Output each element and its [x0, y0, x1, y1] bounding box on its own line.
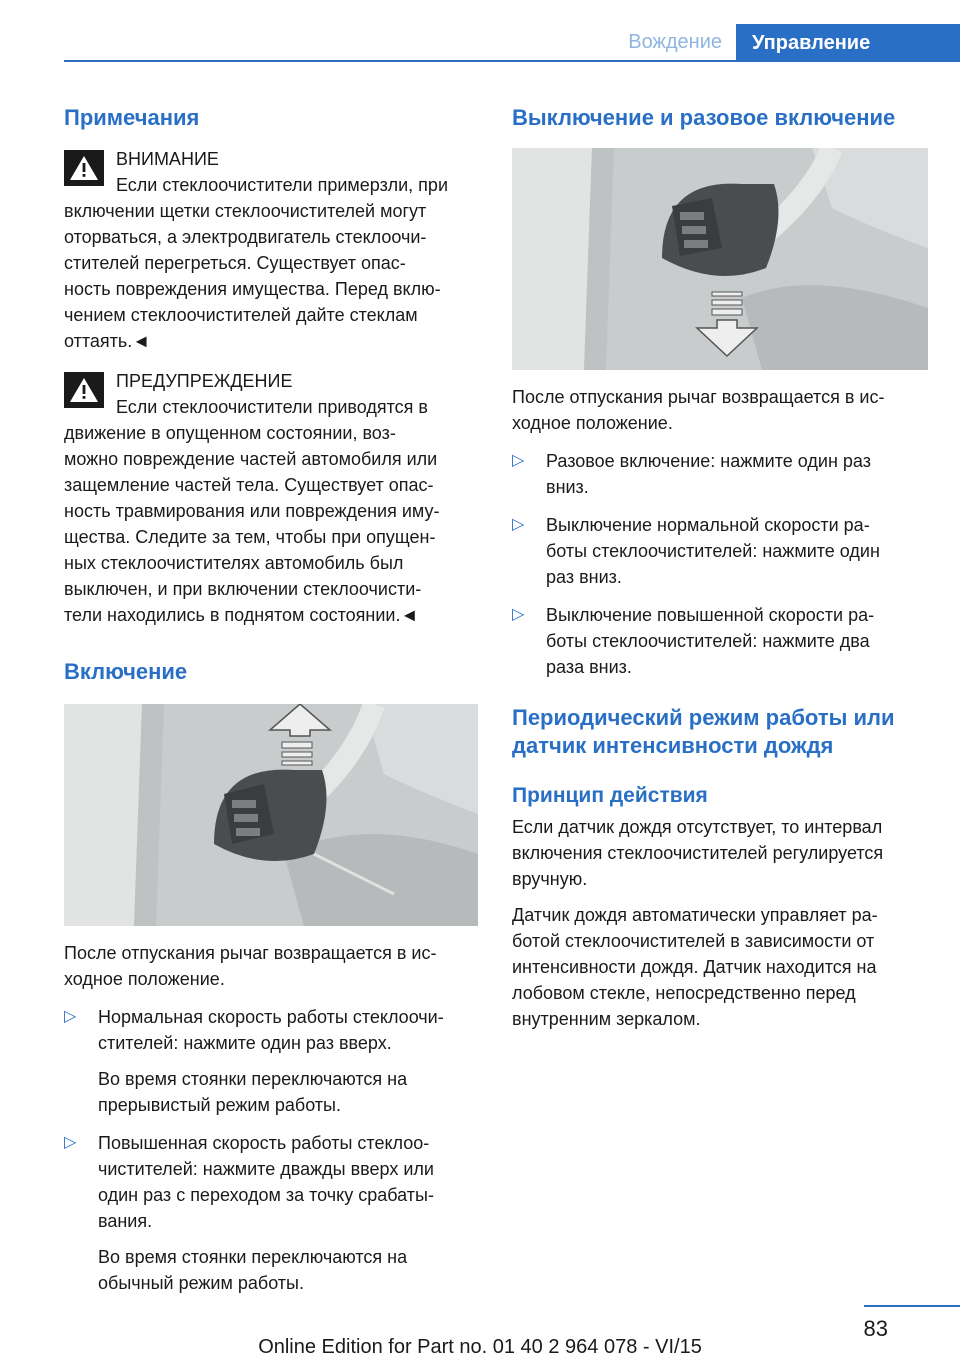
triangle-right-outline-icon: ▷: [64, 1134, 77, 1151]
list-item-line: Разовое включение: нажмите один раз: [546, 451, 871, 471]
list-item-note-line: Во время стоянки переключаются на: [98, 1247, 408, 1267]
header-rule: [64, 60, 960, 62]
warning-text-line: ных стеклоочистителях автомобиль был: [64, 553, 404, 573]
warning-text-first-line: Если стеклоочистители приводятся в: [116, 397, 428, 417]
switch-on-caption-line: После отпускания рычаг возвращается в ис-: [64, 943, 437, 963]
principle-paragraph-line: внутренним зеркалом.: [512, 1009, 701, 1029]
principle-paragraph-line: лобовом стекле, непосредственно перед: [512, 983, 856, 1003]
warning-triangle-icon: [64, 150, 104, 186]
list-item-line: Повышенная скорость работы стеклоо-: [98, 1133, 430, 1153]
left-column: [64, 96, 478, 1296]
switch-off-caption-line: ходное положение.: [512, 413, 673, 433]
list-item-line: Выключение нормальной скорости ра-: [546, 515, 870, 535]
warning-text-line: можно повреждение частей автомобиля или: [64, 449, 438, 469]
list-item: [64, 1004, 478, 1118]
list-item-line: вниз.: [546, 477, 589, 497]
header-tab-driving[interactable]: Вождение: [628, 31, 722, 53]
triangle-right-outline-icon: ▷: [512, 452, 525, 469]
switch-off-heading: Выключение и разовое включение: [512, 105, 896, 130]
list-item-line: вания.: [98, 1211, 153, 1231]
list-item: [64, 1130, 478, 1296]
warning-text-line: защемление частей тела. Существует опас-: [64, 475, 434, 495]
switch-off-list: [512, 448, 928, 680]
warning-text-line: тели находились в поднятом состоянии.◄: [64, 605, 419, 625]
list-item-line: боты стеклоочистителей: нажмите один: [546, 541, 880, 561]
warning-title: ВНИМАНИЕ: [116, 149, 219, 169]
switch-on-caption-line: ходное положение.: [64, 969, 225, 989]
principle-paragraph-line: Если датчик дождя отсутствует, то интервал: [512, 817, 883, 837]
warning-text-line: ность повреждения имущества. Перед вклю-: [64, 279, 441, 299]
list-item: [512, 448, 928, 500]
page-number: 83: [863, 1316, 888, 1341]
warning-title: ПРЕДУПРЕЖДЕНИЕ: [116, 371, 293, 391]
list-item-line: чистителей: нажмите дважды вверх или: [98, 1159, 434, 1179]
interval-heading-line: Периодический режим работы или: [512, 705, 895, 730]
list-item-line: боты стеклоочистителей: нажмите два: [546, 631, 870, 651]
list-item-line: стителей: нажмите один раз вверх.: [98, 1033, 392, 1053]
switch-on-list: [64, 1004, 478, 1296]
list-item-line: один раз с переходом за точку срабаты-: [98, 1185, 434, 1205]
warning-text-line: движение в опущенном состоянии, воз-: [64, 423, 396, 443]
principle-paragraph-line: Датчик дождя автоматически управляет ра-: [512, 905, 878, 925]
list-item-note-line: обычный режим работы.: [98, 1273, 304, 1293]
warning-text-line: оттаять.◄: [64, 331, 151, 351]
list-item-line: Выключение повышенной скорости ра-: [546, 605, 875, 625]
edition-footer: Online Edition for Part no. 01 40 2 964 078 - VI/15: [258, 1336, 702, 1358]
right-column: [512, 96, 928, 1032]
header-tab-controls[interactable]: Управление: [736, 24, 960, 62]
warning-text-line: выключен, и при включении стеклоочисти-: [64, 579, 422, 599]
principle-paragraph-line: ботой стеклоочистителей в зависимости от: [512, 931, 875, 951]
list-item-line: раза вниз.: [546, 657, 632, 677]
list-item: [512, 512, 928, 590]
warning-text-first-line: Если стеклоочистители примерзли, при: [116, 175, 448, 195]
principle-paragraph-line: включения стеклоочистителей регулируется: [512, 843, 884, 863]
warning-text-line: чением стеклоочистителей дайте стеклам: [64, 305, 418, 325]
wiper-lever-up-illustration: [64, 704, 478, 926]
warning-text-line: оторваться, а электродвигатель стеклоочи-: [64, 227, 427, 247]
warning-block-caution: [64, 146, 478, 354]
warning-text-line: ность травмирования или повреждения иму-: [64, 501, 440, 521]
list-item-note-line: прерывистый режим работы.: [98, 1095, 341, 1115]
warning-text-line: включении щетки стеклоочистителей могут: [64, 201, 427, 221]
list-item: [512, 602, 928, 680]
wiper-lever-down-illustration: [512, 148, 928, 370]
footer-rule: [864, 1305, 960, 1307]
triangle-right-outline-icon: ▷: [512, 606, 525, 623]
list-item-line: раз вниз.: [546, 567, 622, 587]
list-item-note-line: Во время стоянки переключаются на: [98, 1069, 408, 1089]
principle-paragraph-line: интенсивности дождя. Датчик находится на: [512, 957, 877, 977]
switch-off-caption-line: После отпускания рычаг возвращается в ис-: [512, 387, 885, 407]
warning-block-danger: [64, 368, 478, 628]
interval-heading-line: датчик интенсивности дождя: [512, 733, 834, 758]
triangle-right-outline-icon: ▷: [512, 516, 525, 533]
switch-on-heading: Включение: [64, 659, 188, 684]
warning-text-line: стителей перегреться. Существует опас-: [64, 253, 406, 273]
principle-paragraph-line: вручную.: [512, 869, 588, 889]
triangle-right-outline-icon: ▷: [64, 1008, 77, 1025]
list-item-line: Нормальная скорость работы стеклоочи-: [98, 1007, 444, 1027]
principle-heading: Принцип действия: [512, 784, 708, 807]
warning-triangle-icon: [64, 372, 104, 408]
warning-text-line: щества. Следите за тем, чтобы при опущен-: [64, 527, 436, 547]
notes-heading: Примечания: [64, 105, 200, 130]
